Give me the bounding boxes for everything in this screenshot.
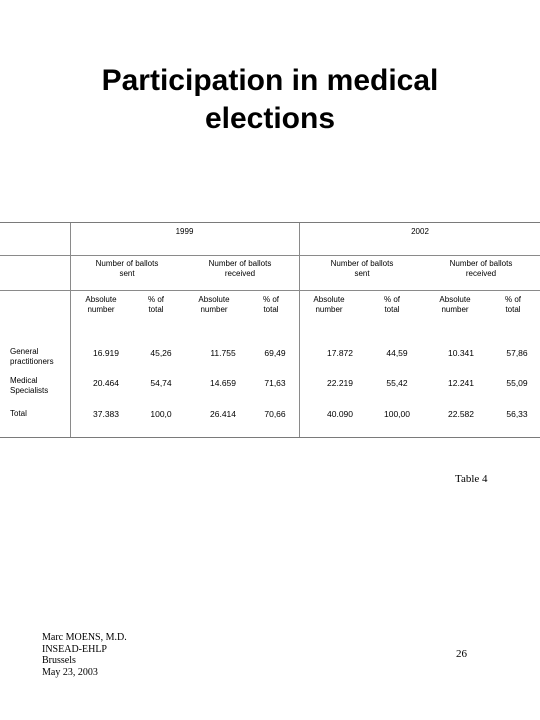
footer-line: Marc MOENS, M.D. xyxy=(42,632,127,643)
table-cell: 100,0 xyxy=(150,409,172,419)
table-cell: 57,86 xyxy=(506,348,528,358)
year-header-1999: 1999 xyxy=(175,227,194,236)
row-label-line: Specialists xyxy=(10,386,49,395)
group-header-line: Number of ballots xyxy=(330,259,394,268)
table-cell: 71,63 xyxy=(264,378,286,388)
subheader-line: % of xyxy=(504,295,521,304)
subheader-line: number xyxy=(315,305,343,314)
table-cell: 20.464 xyxy=(93,378,119,388)
subheader-line: total xyxy=(148,305,164,314)
row-label-general-practitioners xyxy=(10,347,70,367)
row-label-line: Medical xyxy=(10,376,38,385)
group-header-line: sent xyxy=(119,269,135,278)
table-cell: 22.219 xyxy=(327,378,353,388)
group-header-line: sent xyxy=(354,269,370,278)
table-cell: 22.582 xyxy=(448,409,474,419)
group-header-line: Number of ballots xyxy=(208,259,272,268)
group-header-1999-sent xyxy=(82,259,172,279)
table-rule xyxy=(0,255,540,256)
subheader-line: total xyxy=(384,305,400,314)
subheader-percent-total xyxy=(131,295,181,315)
table-cell: 55,09 xyxy=(506,378,528,388)
footer-line: INSEAD-EHLP xyxy=(42,643,107,655)
subheader-percent-total xyxy=(367,295,417,315)
table-cell: 45,26 xyxy=(150,348,172,358)
footer-line: May 23, 2003 xyxy=(42,666,98,678)
subheader-line: Absolute xyxy=(198,295,230,304)
table-caption: Table 4 xyxy=(455,473,488,485)
page-number: 26 xyxy=(456,648,467,660)
subheader-absolute-number xyxy=(304,295,354,315)
table-cell: 14.659 xyxy=(210,378,236,388)
subheader-line: number xyxy=(441,305,469,314)
subheader-absolute-number xyxy=(430,295,480,315)
row-label-line: General xyxy=(10,347,39,356)
table-cell: 17.872 xyxy=(327,348,353,358)
table-rule xyxy=(0,290,540,291)
subheader-line: number xyxy=(87,305,115,314)
row-label-line: practitioners xyxy=(10,357,54,366)
subheader-line: Absolute xyxy=(313,295,345,304)
row-label-medical-specialists xyxy=(10,376,70,396)
row-label-total: Total xyxy=(10,409,27,418)
table-rule xyxy=(70,223,71,437)
table-rule xyxy=(299,223,300,437)
table-cell: 10.341 xyxy=(448,348,474,358)
subheader-line: total xyxy=(505,305,521,314)
table-cell: 55,42 xyxy=(386,378,408,388)
table-cell: 16.919 xyxy=(93,348,119,358)
author-footer xyxy=(42,632,127,678)
table-cell: 44,59 xyxy=(386,348,408,358)
subheader-absolute-number xyxy=(76,295,126,315)
table-cell: 12.241 xyxy=(448,378,474,388)
table-cell: 54,74 xyxy=(150,378,172,388)
subheader-line: % of xyxy=(147,295,164,304)
subheader-line: % of xyxy=(383,295,400,304)
table-cell: 56,33 xyxy=(506,409,528,419)
table-cell: 40.090 xyxy=(327,409,353,419)
group-header-line: Number of ballots xyxy=(449,259,513,268)
table-cell: 37.383 xyxy=(93,409,119,419)
subheader-line: Absolute xyxy=(85,295,117,304)
title-line-2: elections xyxy=(204,102,336,135)
subheader-line: number xyxy=(200,305,228,314)
group-header-line: received xyxy=(224,269,256,278)
table-cell: 100,00 xyxy=(384,409,410,419)
group-header-1999-received xyxy=(195,259,285,279)
group-header-2002-sent xyxy=(317,259,407,279)
group-header-line: received xyxy=(465,269,497,278)
group-header-2002-received xyxy=(436,259,526,279)
title-line-1: Participation in medical xyxy=(101,64,439,97)
subheader-line: % of xyxy=(262,295,279,304)
subheader-line: total xyxy=(263,305,279,314)
subheader-percent-total xyxy=(246,295,296,315)
table-cell: 26.414 xyxy=(210,409,236,419)
participation-table xyxy=(0,222,540,438)
subheader-line: Absolute xyxy=(439,295,471,304)
page-title xyxy=(40,62,500,138)
subheader-absolute-number xyxy=(189,295,239,315)
year-header-2002: 2002 xyxy=(411,227,429,236)
footer-line: Brussels xyxy=(42,655,76,666)
subheader-percent-total xyxy=(488,295,538,315)
table-cell: 69,49 xyxy=(264,348,286,358)
table-cell: 11.755 xyxy=(210,348,236,358)
table-cell: 70,66 xyxy=(264,409,286,419)
group-header-line: Number of ballots xyxy=(95,259,159,268)
